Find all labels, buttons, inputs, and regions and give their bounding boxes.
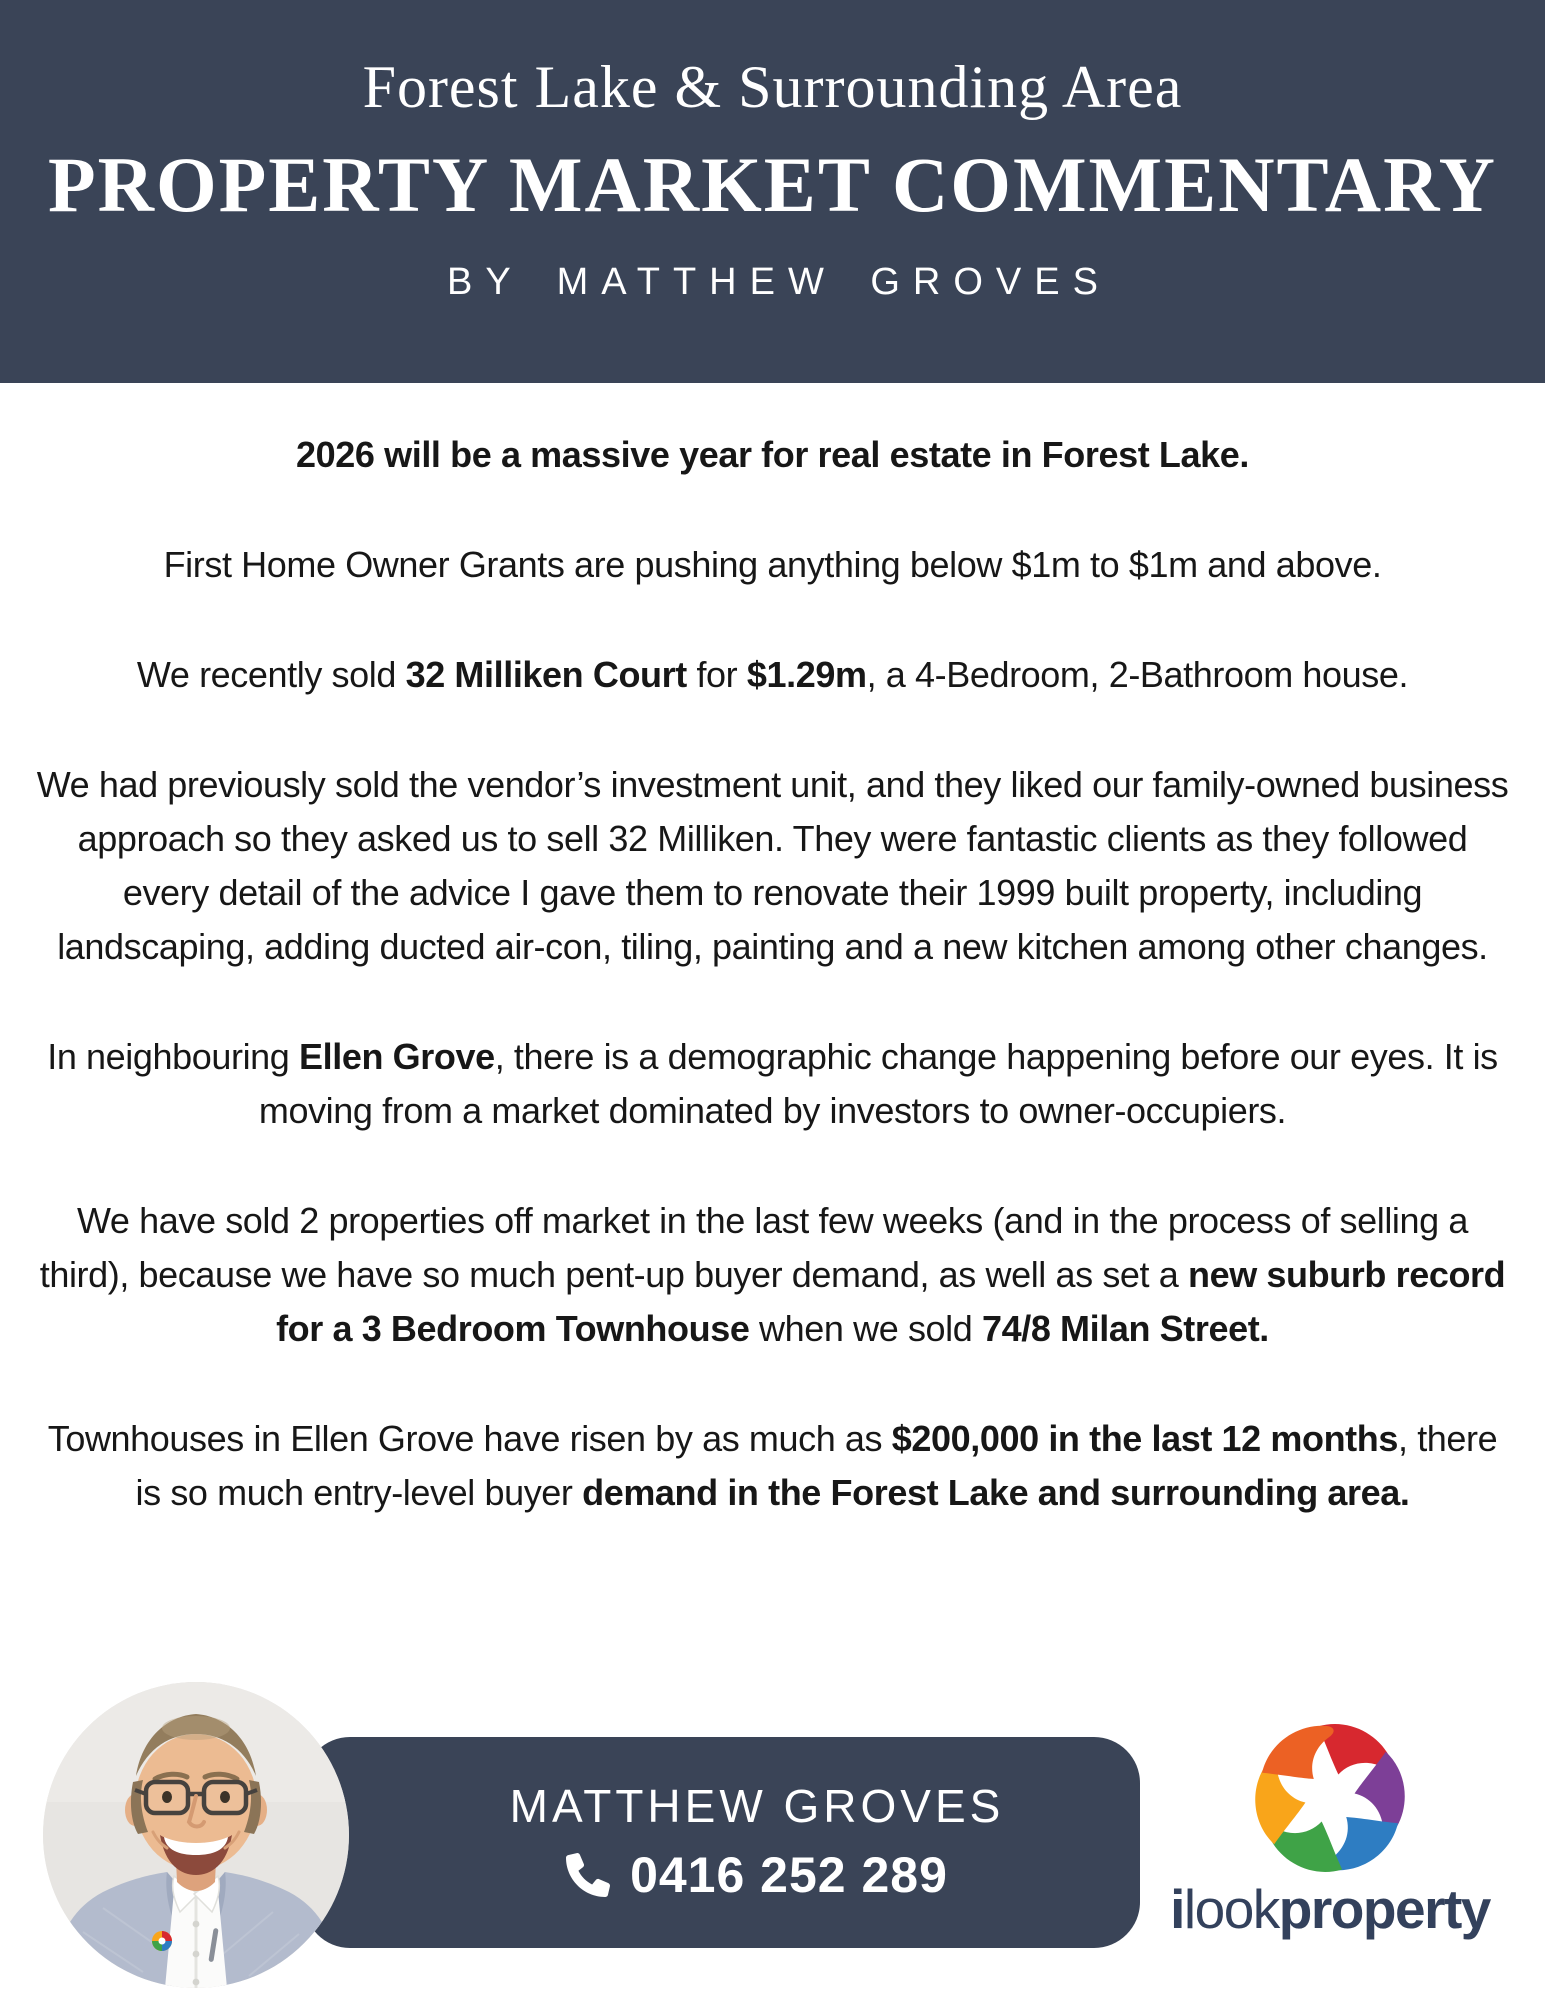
paragraph: We had previously sold the vendor’s investment unit, and they liked our family-owned business approach so they asked us to sell 32 Milliken. They were fantastic clients as they followed every detail of the advice I gave them to renovate their 1999 built property, including landscaping, adding ducted air-con, tiling, painting and a new kitchen among other changes.: [36, 764, 1509, 967]
agent-phone-number: 0416 252 289: [630, 1846, 948, 1903]
brand-text-look: look: [1183, 1878, 1279, 1940]
paragraph: 2026 will be a massive year for real estate in Forest Lake.: [296, 434, 1249, 475]
header-banner: [0, 0, 1545, 383]
brand-text-property: property: [1278, 1878, 1490, 1940]
brand-logo-mark: [1254, 1722, 1406, 1874]
logo-petals: [1254, 1722, 1406, 1874]
brand-logo: [1150, 1722, 1510, 1938]
agent-phone-row: [566, 1846, 948, 1904]
paragraph: In neighbouring Ellen Grove, there is a demographic change happening before our eyes. It is moving from a market dominated by investors to owner-occupiers.: [47, 1036, 1498, 1131]
paragraph: Townhouses in Ellen Grove have risen by as much as $200,000 in the last 12 months, there is so much entry-level buyer demand in the Forest Lake and surrounding area.: [47, 1418, 1498, 1513]
header-byline: BY MATTHEW GROVES: [447, 261, 1111, 303]
phone-handset-icon: [566, 1853, 610, 1897]
paragraph: First Home Owner Grants are pushing anything below $1m to $1m and above.: [163, 544, 1382, 585]
agent-photo-illustration: [43, 1682, 349, 1988]
brand-text-i: i: [1170, 1878, 1184, 1940]
paragraph: We recently sold 32 Milliken Court for $1.29m, a 4-Bedroom, 2-Bathroom house.: [136, 654, 1409, 695]
page-title: PROPERTY MARKET COMMENTARY: [47, 141, 1498, 228]
agent-photo: [43, 1682, 349, 1988]
paragraph: We have sold 2 properties off market in the last few weeks (and in the process of selling a third), because we have so much pent-up buyer demand, as well as set a new suburb record for a 3 Bedroom Townhouse when we sold 74/8 Milan Street.: [39, 1200, 1506, 1349]
article: [0, 383, 1545, 1520]
agent-name: MATTHEW GROVES: [509, 1779, 1005, 1832]
brand-logo-text: [1170, 1880, 1490, 1938]
agent-card: [304, 1737, 1140, 1948]
header-subtitle: Forest Lake & Surrounding Area: [362, 54, 1183, 120]
